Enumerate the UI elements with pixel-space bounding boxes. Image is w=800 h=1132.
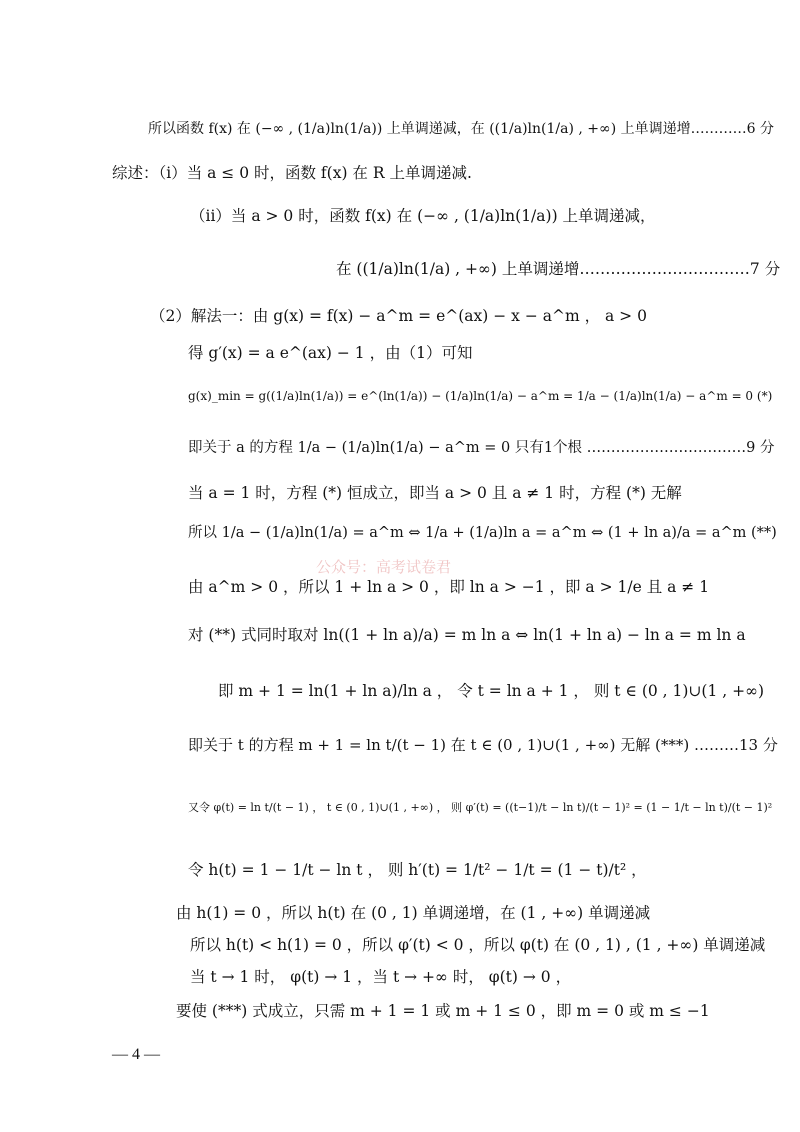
line-8: 即关于 a 的方程 1/a − (1/a)ln(1/a) − a^m = 0 只有1个根 ……………………………9 分 [188,440,775,456]
page-number: — 4 — [112,1046,160,1063]
line-2: 综述：（i）当 a ≤ 0 时，函数 f(x) 在 R 上单调递减. [112,164,472,182]
watermark: 公众号：高考试卷君 [316,558,452,576]
line-10: 所以 1/a − (1/a)ln(1/a) = a^m ⇔ 1/a + (1/a)ln a = a^m ⇔ (1 + ln a)/a = a^m (**) [188,525,777,541]
line-3: （ii）当 a > 0 时，函数 f(x) 在 (−∞ , (1/a)ln(1/a)) 上单调递减， [190,207,656,225]
line-14: 即关于 t 的方程 m + 1 = ln t/(t − 1) 在 t ∈ (0 , 1)∪(1 , +∞) 无解 (***) ………13 分 [188,736,778,754]
line-7: g(x)_min = g((1/a)ln(1/a)) = e^(ln(1/a)) − (1/a)ln(1/a) − a^m = 1/a − (1/a)ln(1/a) − a^m = 0 (*) [188,389,773,403]
line-11: 由 a^m > 0 ，所以 1 + ln a > 0 ，即 ln a > −1 ，即 a > 1/e 且 a ≠ 1 [188,578,710,596]
line-5: （2）解法一：由 g(x) = f(x) − a^m = e^(ax) − x − a^m ， a > 0 [150,307,647,325]
line-4: 在 ((1/a)ln(1/a) , +∞) 上单调递增……………………………7 分 [336,260,781,278]
line-13: 即 m + 1 = ln(1 + ln a)/ln a ， 令 t = ln a + 1 ， 则 t ∈ (0 , 1)∪(1 , +∞) [218,682,765,700]
line-18: 所以 h(t) < h(1) = 0 ，所以 φ′(t) < 0 ，所以 φ(t) 在 (0 , 1) , (1 , +∞) 单调递减 [190,936,766,954]
line-20: 要使 (***) 式成立，只需 m + 1 = 1 或 m + 1 ≤ 0 ，即 m = 0 或 m ≤ −1 [176,1002,710,1020]
line-16: 令 h(t) = 1 − 1/t − ln t ， 则 h′(t) = 1/t² − 1/t = (1 − t)/t² ， [188,861,647,879]
line-9: 当 a = 1 时，方程 (*) 恒成立，即当 a > 0 且 a ≠ 1 时，方程 (*) 无解 [188,484,682,502]
line-19: 当 t → 1 时， φ(t) → 1 ，当 t → +∞ 时， φ(t) → 0 ， [190,968,572,986]
line-17: 由 h(1) = 0 ，所以 h(t) 在 (0 , 1) 单调递增，在 (1 , +∞) 单调递减 [176,904,651,922]
line-15: 又令 φ(t) = ln t/(t − 1) ， t ∈ (0 , 1)∪(1 , +∞) ， 则 φ′(t) = ((t−1)/t − ln t)/(t − 1)² = (1 − 1/t − ln t)/(t − 1)² [188,801,773,814]
line-1: 所以函数 f(x) 在 (−∞ , (1/a)ln(1/a)) 上单调递减，在 ((1/a)ln(1/a) , +∞) 上单调递增…………6 分 [148,121,774,137]
line-12: 对 (**) 式同时取对 ln((1 + ln a)/a) = m ln a ⇔ ln(1 + ln a) − ln a = m ln a [188,626,746,644]
line-6: 得 g′(x) = a e^(ax) − 1 ，由（1）可知 [188,344,473,362]
